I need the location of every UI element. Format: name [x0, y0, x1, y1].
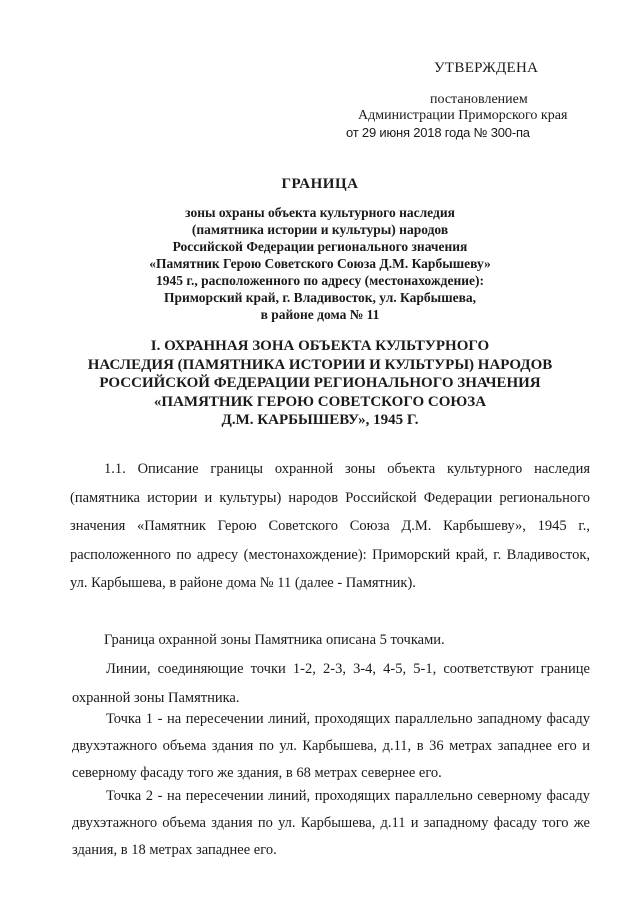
approval-line-date-number: от 29 июня 2018 года № 300-па	[346, 125, 530, 140]
paragraph-description: 1.1. Описание границы охранной зоны объекта культурного наследия (памятника истории и культуры) народов Российской Федерации регионального значения «Памятник Герою Советского Союза Д.М. Карбышеву», 1945 г., расположенного по адресу (местонахождение): Приморский край, г. Владивосток, ул. Карбышева, в районе дома № 11 (далее - Памятник).	[70, 461, 590, 591]
section-title-line: РОССИЙСКОЙ ФЕДЕРАЦИИ РЕГИОНАЛЬНОГО ЗНАЧЕНИЯ	[99, 375, 541, 391]
approval-line-resolution: постановлением	[430, 92, 528, 107]
subtitle-line: «Памятник Герою Советского Союза Д.М. Карбышеву»	[149, 256, 491, 271]
paragraph-connecting-lines: Линии, соединяющие точки 1-2, 2-3, 3-4, 4-5, 5-1, соответствуют границе охранной зоны Памятника.	[72, 661, 590, 706]
subtitle-line: (памятника истории и культуры) народов	[191, 222, 449, 237]
boundary-subtitle	[0, 204, 640, 323]
subtitle-line: Приморский край, г. Владивосток, ул. Карбышева,	[164, 290, 476, 305]
approval-line-administration: Администрации Приморского края	[358, 108, 568, 123]
paragraph-points-count: Граница охранной зоны Памятника описана 5 точками.	[104, 632, 445, 648]
section-title-line: Д.М. КАРБЫШЕВУ», 1945 Г.	[221, 412, 419, 428]
subtitle-line: в районе дома № 11	[260, 307, 380, 322]
subtitle-line: Российской Федерации регионального значения	[172, 239, 468, 254]
paragraph-point-2: Точка 2 - на пересечении линий, проходящих параллельно северному фасаду двухэтажного объема здания по ул. Карбышева, д.11 и западному фасаду того же здания, в 18 метрах западнее его.	[72, 788, 590, 858]
section-title-line: НАСЛЕДИЯ (ПАМЯТНИКА ИСТОРИИ И КУЛЬТУРЫ) НАРОДОВ	[87, 356, 553, 373]
section-title-line: I. ОХРАННАЯ ЗОНА ОБЪЕКТА КУЛЬТУРНОГО	[150, 338, 490, 354]
boundary-title: ГРАНИЦА	[281, 176, 359, 192]
paragraph-point-1: Точка 1 - на пересечении линий, проходящих параллельно западному фасаду двухэтажного объема здания по ул. Карбышева, д.11, в 36 метрах западнее его и северному фасаду того же здания, в 68 метрах севернее его.	[72, 711, 590, 781]
subtitle-line: зоны охраны объекта культурного наследия	[185, 205, 455, 220]
section-title-line: «ПАМЯТНИК ГЕРОЮ СОВЕТСКОГО СОЮЗА	[153, 393, 487, 410]
section-title	[0, 337, 640, 430]
subtitle-line: 1945 г., расположенного по адресу (местонахождение):	[156, 273, 484, 288]
approval-title: УТВЕРЖДЕНА	[434, 60, 539, 76]
